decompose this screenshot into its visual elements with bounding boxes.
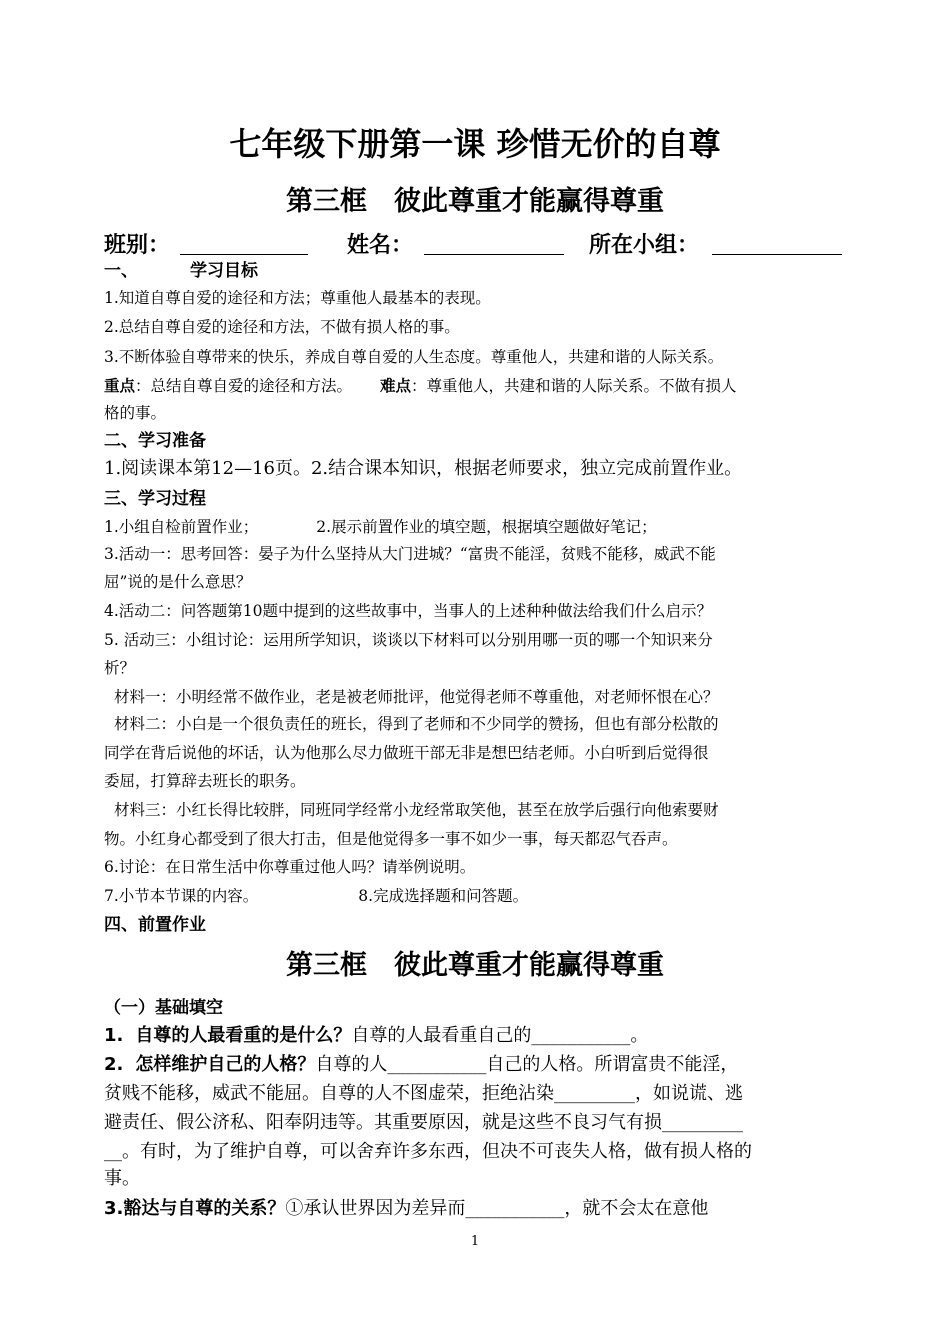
process-step: 1.小组自检前置作业；: [104, 518, 259, 536]
question-2-line4: [104, 1139, 852, 1165]
goal-item: 1.知道自尊自爱的途径和方法；尊重他人最基本的表现。: [104, 289, 491, 307]
goal-item: 3.不断体验自尊带来的快乐，养成自尊自爱的人生态度。尊重他人，共建和谐的人际关系。: [104, 348, 724, 366]
process-step: 3.活动一：思考回答：晏子为什么坚持从大门进城？“富贵不能淫，贫贱不能移，威武不能: [104, 545, 716, 563]
class-blank[interactable]: [180, 229, 308, 263]
question-prompt: 自尊的人最看重的是什么？: [135, 1025, 352, 1046]
question-text: 自尊的人: [315, 1054, 388, 1075]
material-three-line2: 物。小红身心都受到了很大打击，但是他觉得多一事不如少一事，每天都忍气吞声。: [104, 830, 678, 848]
process-steps-1-2: [104, 516, 852, 538]
material-two-line2: 同学在背后说他的坏话，认为他那么尽力做班干部无非是想巴结老师。小白听到后觉得很: [104, 744, 709, 762]
material-two: 材料二：小白是一个很负责任的班长，得到了老师和不少同学的赞扬，但也有部分松散的: [114, 715, 719, 733]
answer-blank[interactable]: ___________: [387, 1054, 487, 1075]
difficult-point-continued: 格的事。: [104, 404, 167, 422]
process-step: 5. 活动三：小组讨论：运用所学知识，谈谈以下材料可以分别用哪一页的哪一个知识来分: [104, 631, 713, 649]
section-title: 学习目标: [190, 261, 258, 281]
material-one: 材料一：小明经常不做作业，老是被老师批评，他觉得老师不尊重他，对老师怀恨在心？: [114, 688, 719, 706]
question-text: ①承认世界因为差异而: [285, 1198, 466, 1219]
section-process-heading: 三、学习过程: [104, 489, 206, 509]
question-text: ，就不会太在意他: [564, 1198, 709, 1219]
question-text: 。有时，为了维护自尊，可以舍弃许多东西，但决不可丧失人格，做有损人格的: [122, 1141, 752, 1162]
material-three: 材料三：小红长得比较胖，同班同学经常小龙经常取笑他，甚至在放学后强行向他索要财: [114, 801, 719, 819]
key-point-text: ：总结自尊自爱的途径和方法。: [135, 377, 353, 395]
process-step: 8.完成选择题和问答题。: [358, 887, 529, 905]
question-number: 2.: [104, 1054, 124, 1075]
key-point-label: 重点: [104, 377, 136, 395]
student-info-row: [104, 229, 854, 263]
material-two-line3: 委屈，打算辞去班长的职务。: [104, 772, 306, 790]
group-label: 所在小组：: [589, 233, 700, 258]
process-steps-7-8: [104, 885, 852, 907]
question-text: 避责任、假公济私、阳奉阴违等。其重要原因，就是这些不良习气有损: [104, 1112, 662, 1133]
answer-blank[interactable]: ___________: [465, 1198, 565, 1219]
process-step: 7.小节本节课的内容。: [104, 887, 259, 905]
difficult-point-label: 难点: [380, 377, 412, 395]
page-number: 1: [470, 1234, 480, 1249]
name-blank[interactable]: [424, 229, 564, 263]
question-text: 自尊的人最看重自己的: [351, 1025, 532, 1046]
question-prompt: 怎样维护自己的人格？: [135, 1054, 316, 1075]
preparation-text: 1.阅读课本第12—16页。2.结合课本知识，根据老师要求，独立完成前置作业。: [104, 458, 743, 479]
question-3: [104, 1196, 852, 1222]
process-step-continued: 屈”说的是什么意思？: [104, 573, 252, 591]
answer-blank-continued[interactable]: __: [104, 1141, 122, 1162]
section-preparation-heading: 二、学习准备: [104, 431, 206, 451]
question-number: 1.: [104, 1025, 124, 1046]
process-step: 2.展示前置作业的填空题，根据填空题做好笔记；: [316, 518, 657, 536]
difficult-point-text: ：尊重他人，共建和谐的人际关系。不做有损人: [411, 377, 737, 395]
name-label: 姓名：: [347, 233, 414, 258]
question-1: [104, 1023, 852, 1049]
section-homework-heading: 四、前置作业: [104, 915, 206, 935]
answer-blank[interactable]: _________: [662, 1112, 743, 1133]
question-2: [104, 1052, 852, 1078]
section-learning-goals-heading: [104, 259, 852, 283]
process-step: 4.活动二：问答题第10题中提到的这些故事中，当事人的上述种种做法给我们什么启示？: [104, 602, 713, 620]
process-step: 6.讨论：在日常生活中你尊重过他人吗？请举例说明。: [104, 858, 476, 876]
homework-title: 第三框 彼此尊重才能赢得尊重: [286, 950, 664, 981]
group-blank[interactable]: [712, 229, 842, 263]
document-subtitle: 第三框 彼此尊重才能赢得尊重: [286, 186, 664, 217]
goal-item: 2.总结自尊自爱的途径和方法，不做有损人格的事。: [104, 318, 460, 336]
question-2-line2: [104, 1081, 852, 1107]
question-text: 自己的人格。所谓富贵不能淫，: [486, 1054, 739, 1075]
question-2-line5: 事。: [104, 1168, 140, 1189]
answer-blank[interactable]: ___________: [531, 1025, 631, 1046]
answer-blank[interactable]: _________: [554, 1083, 635, 1104]
document-title: 七年级下册第一课 珍惜无价的自尊: [229, 125, 721, 163]
question-text: 贫贱不能移，威武不能屈。自尊的人不图虚荣，拒绝沾染: [104, 1083, 554, 1104]
process-step-continued: 析？: [104, 659, 136, 677]
question-2-line3: [104, 1110, 852, 1136]
fill-in-heading: （一）基础填空: [104, 998, 223, 1018]
question-prompt: 3.豁达与自尊的关系？: [104, 1198, 286, 1219]
section-number: 一、: [104, 261, 138, 281]
key-difficult-points: [104, 375, 852, 397]
class-label: 班别：: [104, 233, 171, 258]
question-text: ，如说谎、逃: [635, 1083, 743, 1104]
question-text: 。: [630, 1025, 649, 1046]
